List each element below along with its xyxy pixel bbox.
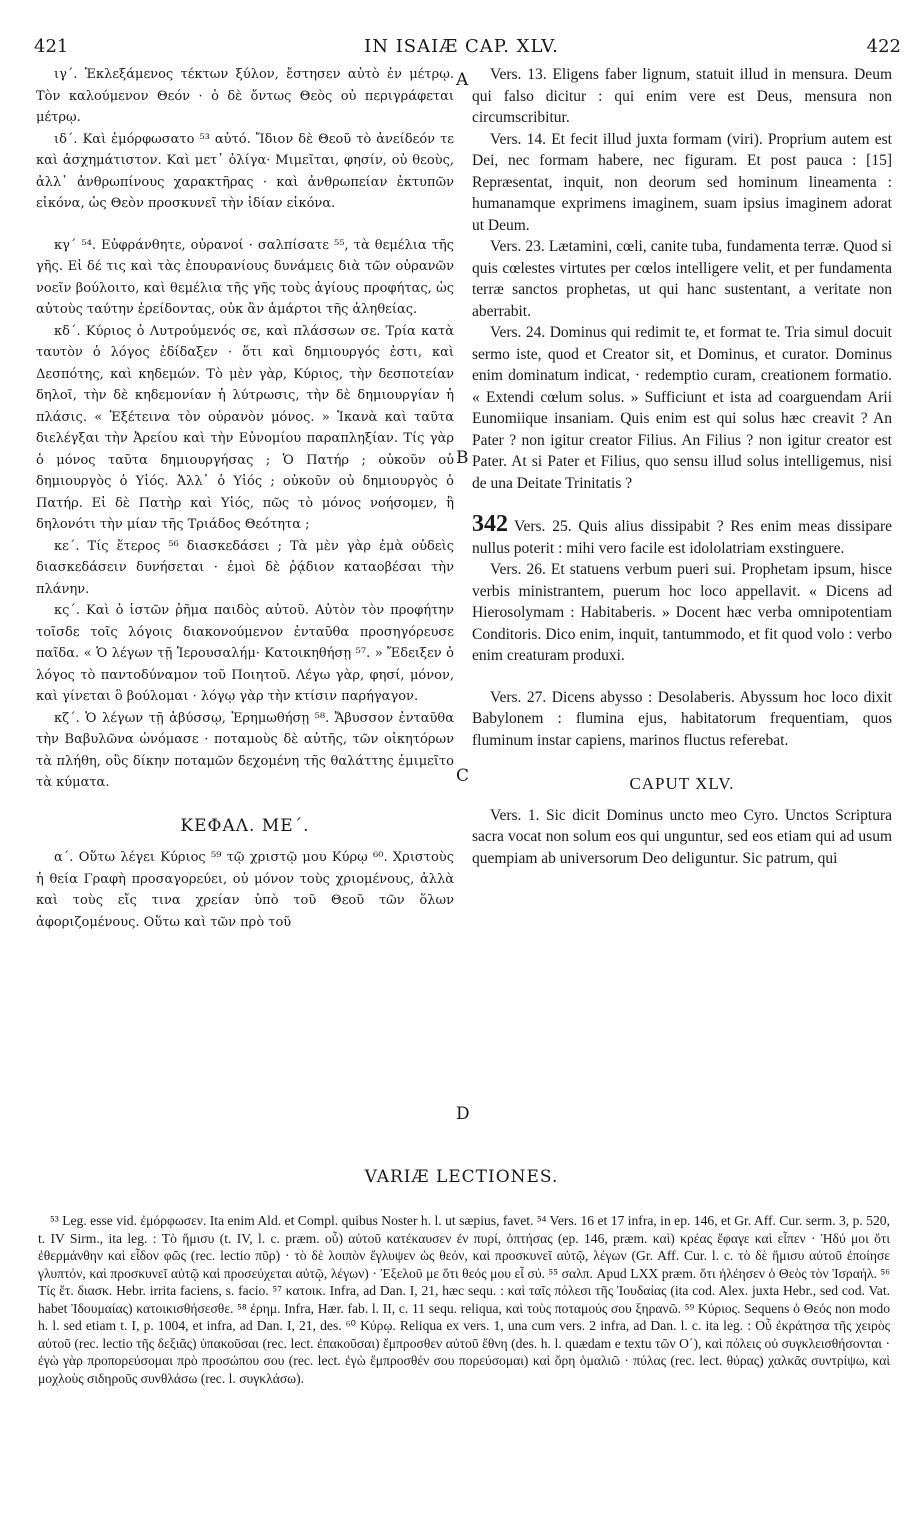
latin-paragraph: Vers. 23. Lætamini, cœli, canite tuba, fundamenta terræ. Quod si quis cœlestes virtutes per cœlos intelligere velit, et per fundamenta terræ sanctos prophetas, ut qui hanc sustentant, a veritate non aberrabit. xyxy=(472,238,892,320)
page-header xyxy=(0,36,923,60)
margin-letter-d: D xyxy=(456,1104,470,1124)
greek-paragraph: κς΄. Καὶ ὁ ἱστῶν ῥῆμα παιδὸς αὐτοῦ. Αὐτὸν τὸν προφήτην τοῖσδε τοῖς λόγοις διακονούμενον ἐνταῦθα προσηγόρευσε παῖδα. « Ὁ λέγων τῇ Ἱερουσαλήμ· Κατοικηθήσῃ ⁵⁷. » Ἔδειξεν ὁ λόγος τὸ παντοδύναμον τοῦ Ποιητοῦ. Λέγω γὰρ, φησί, μόνον, καὶ γίνεται ὃ βούλομαι · λόγῳ γὰρ τὴν κτίσιν παρήγαγον. xyxy=(36,603,454,704)
greek-paragraph: ιδ΄. Καὶ ἐμόρφωσατο ⁵³ αὐτό. Ἴδιον δὲ Θεοῦ τὸ ἀνείδεόν τε καὶ ἀσχημάτιστον. Καὶ μετ᾽ ὀλίγα· Μιμεῖται, φησίν, οὐ θεοὺς, ἀλλ᾽ ἀνθρωπίνους χαρακτῆρας · καὶ ἀνθρωπείαν ἐκτυπῶν εἰκόνα, ὡς Θεὸν προσκυνεῖ τὴν ἰδίαν εἰκόνα. xyxy=(36,131,454,211)
latin-paragraph: Vers. 26. Et statuens verbum pueri sui. Prophetam ipsum, hisce verbis ministrantem, puerum hoc loco appellavit. « Dicens ad Hierosolymam : Habitaberis. » Docent hæc verba omnipotentiam Conditoris. Dico enim, inquit, tantummodo, et fit quod volo : verbo enim creaturam produxi. xyxy=(472,561,892,664)
footnote-block: ⁵³ Leg. esse vid. ἐμόρφωσεν. Ita enim Ald. et Compl. quibus Noster h. l. ut sæpius, favet. ⁵⁴ Vers. 16 et 17 infra, in ep. 146, et Gr. Aff. Cur. serm. 3, p. 520, t. IV Sirm., ita leg. : Τὸ ἥμισυ (t. IV, l. c. præm. οὗ) αὐτοῦ κατέκαυσεν ἐν πυρί, ὀπτήσας (ep. 146, præm. καὶ) κρέας ἔφαγε καὶ εἶπεν · Ἡδύ μοι ὅτι ἐθερμάνθην καὶ εἶδον φῶς (rec. lectio πῦρ) · τὸ δὲ λοιπὸν ἔγλυψεν ὡς θεόν, καὶ προσκυνεῖ αὐτῷ, λέγων (Gr. Aff. Cur. l. c. τὸ δὲ ἥμισυ αὐτοῦ ἐποίησε γλυπτόν, καὶ προσκυνεῖ αὐτῷ καὶ προσεύχεται αὐτῷ, λέγων) · Ἐξελοῦ με ὅτι θεός μου εἶ σύ. ⁵⁵ σαλπ. Apud LXX præm. ὅτι ἠλέησεν ὁ Θεὸς τὸν Ἰσραήλ. ⁵⁶ Τίς ἕτ. διασκ. Hebr. irrita faciens, s. facio. ⁵⁷ κατοικ. Infra, ad Dan. I, 21, hæc sequ. : καὶ ταῖς πόλεσι τῆς Ἰουδαίας (ita cod. Alex. juxta Hebr., sed cod. Vat. habet Ἰδουμαίας) κατοικισθήσεσθε. ⁵⁸ ἐρημ. Infra, Hær. fab. l. II, c. 11 sequ. reliqua, καὶ τοὺς ποταμούς σου ξηρανῶ. ⁵⁹ Κύριος. Sequens ὁ Θεός non modo h. l. sed etiam t. I, p. 1004, et infra, ad Dan. I, 21, des. ⁶⁰ Κύρῳ. Reliqua ex vers. 1, una cum vers. 2 infra, ad Dan. l. c. ita leg. : Οὗ ἐκράτησα τῆς χειρὸς αὐτοῦ (rec. lectio τῆς δεξιᾶς) ὑπακοῦσαι (rec. lect. ἐπακοῦσαι) ἔμπροσθεν αὐτοῦ ἔθνη (des. h. l. quædam e textu τῶν O΄), καὶ πόλεις οὐ συγκλεισθήσονται · ἐγὼ γὰρ προπορεύσομαι πρὸ προσώπου σου (rec. lect. ἐγὼ ἔμπροσθέν σου πορεύσομαι) καὶ ὄρη ὁμαλιῶ · πύλας (rec. lect. θύρας) χαλκᾶς συντρίψω, καὶ μοχλοὺς σιδηροῦς συνθλάσω (rec. l. συγκλάσω). xyxy=(38,1213,890,1386)
greek-paragraph: α΄. Οὕτω λέγει Κύριος ⁵⁹ τῷ χριστῷ μου Κύρῳ ⁶⁰. Χριστοὺς ἡ θεία Γραφὴ προσαγορεύει, οὐ μόνον τοὺς χριομένους, ἀλλὰ καὶ τοὺς εἴς τινα χρείαν ὑπὸ τοῦ Θεοῦ τῶν ὅλων ἀφοριζομένους. Οὕτω καὶ τῶν πρὸ τοῦ xyxy=(36,850,454,930)
latin-paragraph: Vers. 24. Dominus qui redimit te, et format te. Tria simul docuit sermo iste, quod et Creator sit, et Dominus, et curator. Dominus enim dominatum indicat, · redemptio curam, creationem formatio. « Extendi cœlum solus. » Sufficiunt et ista ad coarguendam Arii Eunomiique insaniam. Quis enim est qui solus hæc creavit ? An Pater ? non igitur creator Filius. An Filius ? non igitur creator est Pater. At si Pater et Filius, quo sensu illud solus intelligemus, nisi de una Deitate Trinitatis ? xyxy=(472,324,892,492)
latin-column xyxy=(472,64,892,1150)
latin-paragraph-text: Vers. 25. Quis alius dissipabit ? Res enim meas dissipare nullus poterit : mihi vero facile est idololatriam exstinguere. xyxy=(472,518,892,557)
margin-letter-c: C xyxy=(456,766,470,786)
greek-paragraph: κγ΄ ⁵⁴. Εὐφράνθητε, οὐρανοί · σαλπίσατε ⁵⁵, τὰ θεμέλια τῆς γῆς. Εἰ δέ τις καὶ τὰς ἐπουρανίους δυνάμεις διὰ τῶν οὐρανῶν νοεῖν βούλοιτο, καὶ θεμέλια τῆς γῆς τοὺς ἁγίους προφήτας, ὡς αὐτοὺς ταύτην ἐρείδοντας, οὐκ ἂν ἁμάρτοι τῆς ἀληθείας. xyxy=(36,237,454,317)
greek-chapter-heading: ΚΕΦΑΛ. ΜΕ΄. xyxy=(180,815,310,836)
page-number-right: 422 xyxy=(866,36,901,57)
greek-paragraph: κδ΄. Κύριος ὁ Λυτρούμενός σε, καὶ πλάσσων σε. Τρία κατὰ ταυτὸν ὁ λόγος ἐδίδαξεν · ὅτι καὶ δημιουργός ἐστι, καὶ Δεσπότης, καὶ κηδεμών. Τὸ μὲν γὰρ, Κύριος, τὴν δεσποτείαν δηλοῖ, τὴν δὲ κηδεμονίαν ἡ λύτρωσις, τὴν δὲ δημιουργίαν ἡ πλάσις. « Ἐξέτεινα τὸν οὐρανὸν μόνος. » Ἱκανὰ καὶ ταῦτα διελέγξαι τὴν Ἀρείου καὶ τὴν Εὐνομίου παραπληξίαν. Τίς γὰρ ὁ μόνος ταῦτα δημιουργήσας ; Ὁ Πατήρ ; οὐκοῦν οὐ δημιουργὸς ὁ Υἱός. Ἀλλ᾽ ὁ Υἱός ; οὐκοῦν οὐ δημιουργὸς ὁ Πατήρ. Εἰ δὲ Πατὴρ καὶ Υἱός, πῶς τὸ μόνος νοήσομεν, ἢ δηλονότι τὴν μίαν τῆς Τριάδος Θεότητα ; xyxy=(36,323,454,532)
margin-letter-a: A xyxy=(456,70,469,90)
latin-paragraph: Vers. 14. Et fecit illud juxta formam (viri). Proprium autem est Dei, nec formam habere, nec figuram. Et post pauca : [15] Repræsentat, inquit, non deorum sed hominum lineamenta : humanamque exprimens imaginem, suam ipsius imaginem adorat ut Deum. xyxy=(472,130,892,234)
latin-paragraph: Vers. 1. Sic dicit Dominus uncto meo Cyro. Unctos Scriptura sacra vocat non solum eos qui unguntur, sed eos etiam qui ad usum quempiam ab universorum Deo deliguntur. Sic patrum, qui xyxy=(472,806,892,867)
variae-lectiones-title: VARIÆ LECTIONES. xyxy=(364,1167,559,1187)
latin-paragraph-with-column-number xyxy=(472,511,892,559)
greek-paragraph: κζ΄. Ὁ λέγων τῇ ἀβύσσῳ, Ἐρημωθήσῃ ⁵⁸. Ἄβυσσον ἐνταῦθα τὴν Βαβυλῶνα ὠνόμασε · ποταμοὺς δὲ αὐτῆς, τῶν οἰκητόρων τὰ πλήθη, οὓς δίκην ποταμῶν δεχομένη τῆς θαλάττης ἐμιμεῖτο τὰ κύματα. xyxy=(36,710,454,790)
margin-letter-b: B xyxy=(456,448,469,468)
greek-column xyxy=(36,64,454,1150)
greek-paragraph: ιγ΄. Ἐκλεξάμενος τέκτων ξύλον, ἔστησεν αὐτὸ ἐν μέτρῳ. Τὸν καλούμενον Θεόν · ὁ δὲ ὄντως Θεὸς οὐ περιγράφεται μέτρῳ. xyxy=(36,67,454,125)
latin-chapter-heading: CAPUT XLV. xyxy=(629,774,735,793)
latin-paragraph: Vers. 13. Eligens faber lignum, statuit illud in mensura. Deum qui falso dicitur : qui enim vere est Deus, mensura non circumscribitur. xyxy=(472,66,892,126)
latin-paragraph: Vers. 27. Dicens abysso : Desolaberis. Abyssum hoc loco dixit Babylonem : flumina ejus, habitatorum frequentiam, quos fluminum instar capiens, marinos fluctus referebat. xyxy=(472,688,892,749)
greek-paragraph: κε΄. Τίς ἕτερος ⁵⁶ διασκεδάσει ; Τὰ μὲν γὰρ ἐμὰ οὐδεὶς διασκεδάσειν δυνήσεται · ἐμοὶ δὲ ῥᾴδιον καταοβέσαι τὴν πλάνην. xyxy=(36,538,454,597)
variae-lectiones-notes xyxy=(38,1212,890,1530)
page-number-left: 421 xyxy=(34,36,69,57)
column-number: 342 xyxy=(472,511,508,537)
running-title: IN ISAIÆ CAP. XLV. xyxy=(364,36,559,57)
